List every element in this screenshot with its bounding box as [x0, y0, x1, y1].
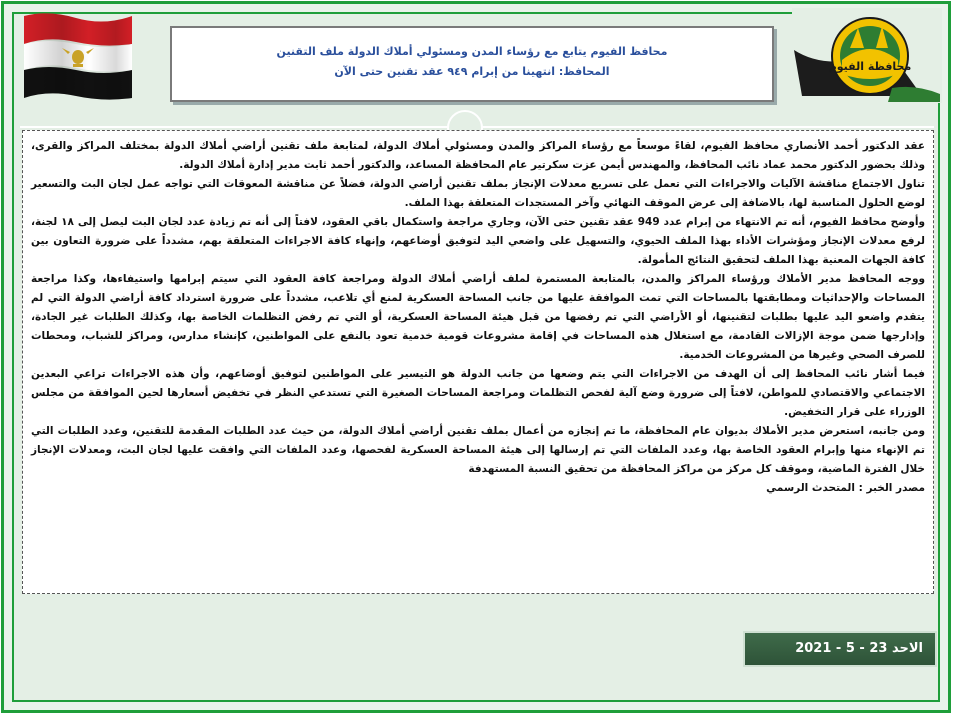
svg-text:محافظة الفيوم: محافظة الفيوم: [828, 60, 912, 73]
headline-box: [170, 26, 774, 102]
date-bar: الاحد 23 - 5 - 2021: [745, 633, 935, 665]
article-paragraph: ووجه المحافظ مدير الأملاك ورؤساء المراكز والمدن، بالمتابعة المستمرة لملف أراضي أملاك الدولة ومراجعة كافة العقود التي سيتم إبرامها واستيفاءها، وكذا مراجعة المساحات والإحداثيات ومطابقتها بالمساحات التي تمت الموافقة عليها من جانب المساحة العسكرية لمنع أي تلاعب، مشدداً على ضرورة استرداد كافة أراضي الدولة التي لم يتقدم واضعو اليد عليها بطلبات لتقنينها، أو الأراضي التي تم رفضها من قبل هيئة المساحة العسكرية، أو التي تم رفض التظلمات الخاصة بها، وكذلك الطلبات غير الجادة، وإدارجها ضمن موجة الإزالات القادمة، مع استغلال هذه المساحات في إقامة مشروعات قومية خدمية تعود بالنفع على المواطنين، كإنشاء مدارس، ومراكز للشباب، ومحطات للصرف الصحي وغيرها من المشروعات الخدمية.: [31, 273, 925, 361]
article-paragraph: فيما أشار نائب المحافظ إلى أن الهدف من الاجراءات التي يتم وضعها من جانب الدولة هو التيسير على المواطنين لتوفيق أوضاعهم، وأن هذه الاجراءات تراعي البعدين الاجتماعي والاقتصادي للمواطن، لافتاً إلى ضرورة وضع آلية لفحص التظلمات ومراجعة المساحات الصغيرة التي تستدعي النظر في تخفيض أسعارها لحين الموافقة من مجلس الوزراء على قرار التخفيض.: [31, 368, 925, 418]
article-source: مصدر الخبر : المتحدث الرسمي: [766, 482, 925, 494]
article-paragraph: تناول الاجتماع مناقشة الآليات والاجراءات التي تعمل على تسريع معدلات الإنجاز بملف تقنين أراضي الدولة، فضلاً عن مناقشة المعوقات التي تواجه عمل لجان البت والتسعير لوضع الحلول المناسبة لها، بالاضافة إلى عرض الموقف النهائي وآخر المستجدات المتعلقة بهذا الملف.: [31, 178, 925, 209]
headline-title: محافظ الفيوم يتابع مع رؤساء المدن ومسئولي أملاك الدولة ملف التقنين: [276, 45, 668, 58]
article-body: [22, 130, 934, 594]
article-paragraph: عقد الدكتور أحمد الأنصاري محافظ الفيوم، لقاءً موسعاً مع رؤساء المراكز والمدن ومسئولي أملاك الدولة، لمتابعة ملف تقنين أراضي أملاك الدولة بمختلف المراكز والقرى، وذلك بحضور الدكتور محمد عماد نائب المحافظ، والمهندس أيمن عزت سكرتير عام المحافظة المساعد، والدكتور أحمد ثابت مدير إدارة أملاك الدولة.: [31, 140, 925, 171]
egypt-flag-icon: [18, 8, 136, 104]
article-paragraph: وأوضح محافظ الفيوم، أنه تم الانتهاء من إبرام عدد 949 عقد تقنين حتى الآن، وجاري مراجعة واستكمال باقي العقود، لافتاً إلى أنه تم زيادة عدد لجان البت ليصل إلى ١٨ لجنة، لرفع معدلات الإنجاز ومؤشرات الأداء بهذا الملف الحيوي، والتسهيل على واضعي اليد لتوفيق أوضاعهم، وإنهاء كافة الاجراءات المتعلقة بهم، مشدداً على ضرورة التعاون بين كافة الجهات المعنية بهذا الملف لتحقيق النتائج المأمولة.: [31, 216, 926, 266]
article-paragraph: ومن جانبه، استعرض مدير الأملاك بديوان عام المحافظة، ما تم إنجازه من أعمال بملف تقنين أراضي أملاك الدولة، من حيث عدد الطلبات المقدمة للتقنين، وعدد الطلبات التي تم الإنهاء منها وإبرام العقود الخاصة بها، وعدد الملفات التي تم إرسالها إلى هيئة المساحة العسكرية لفحصها، وعدد الملفات التي وافقت عليها لجان البت، ومعدلات الإنجاز خلال الفترة الماضية، وموقف كل مركز من مراكز المحافظة من تحقيق النسبة المستهدفة: [31, 425, 925, 475]
headline-subtitle: المحافظ: انتهينا من إبرام ٩٤٩ عقد تقنين حتى الآن: [334, 65, 610, 78]
fayoum-governorate-logo: [792, 8, 942, 103]
